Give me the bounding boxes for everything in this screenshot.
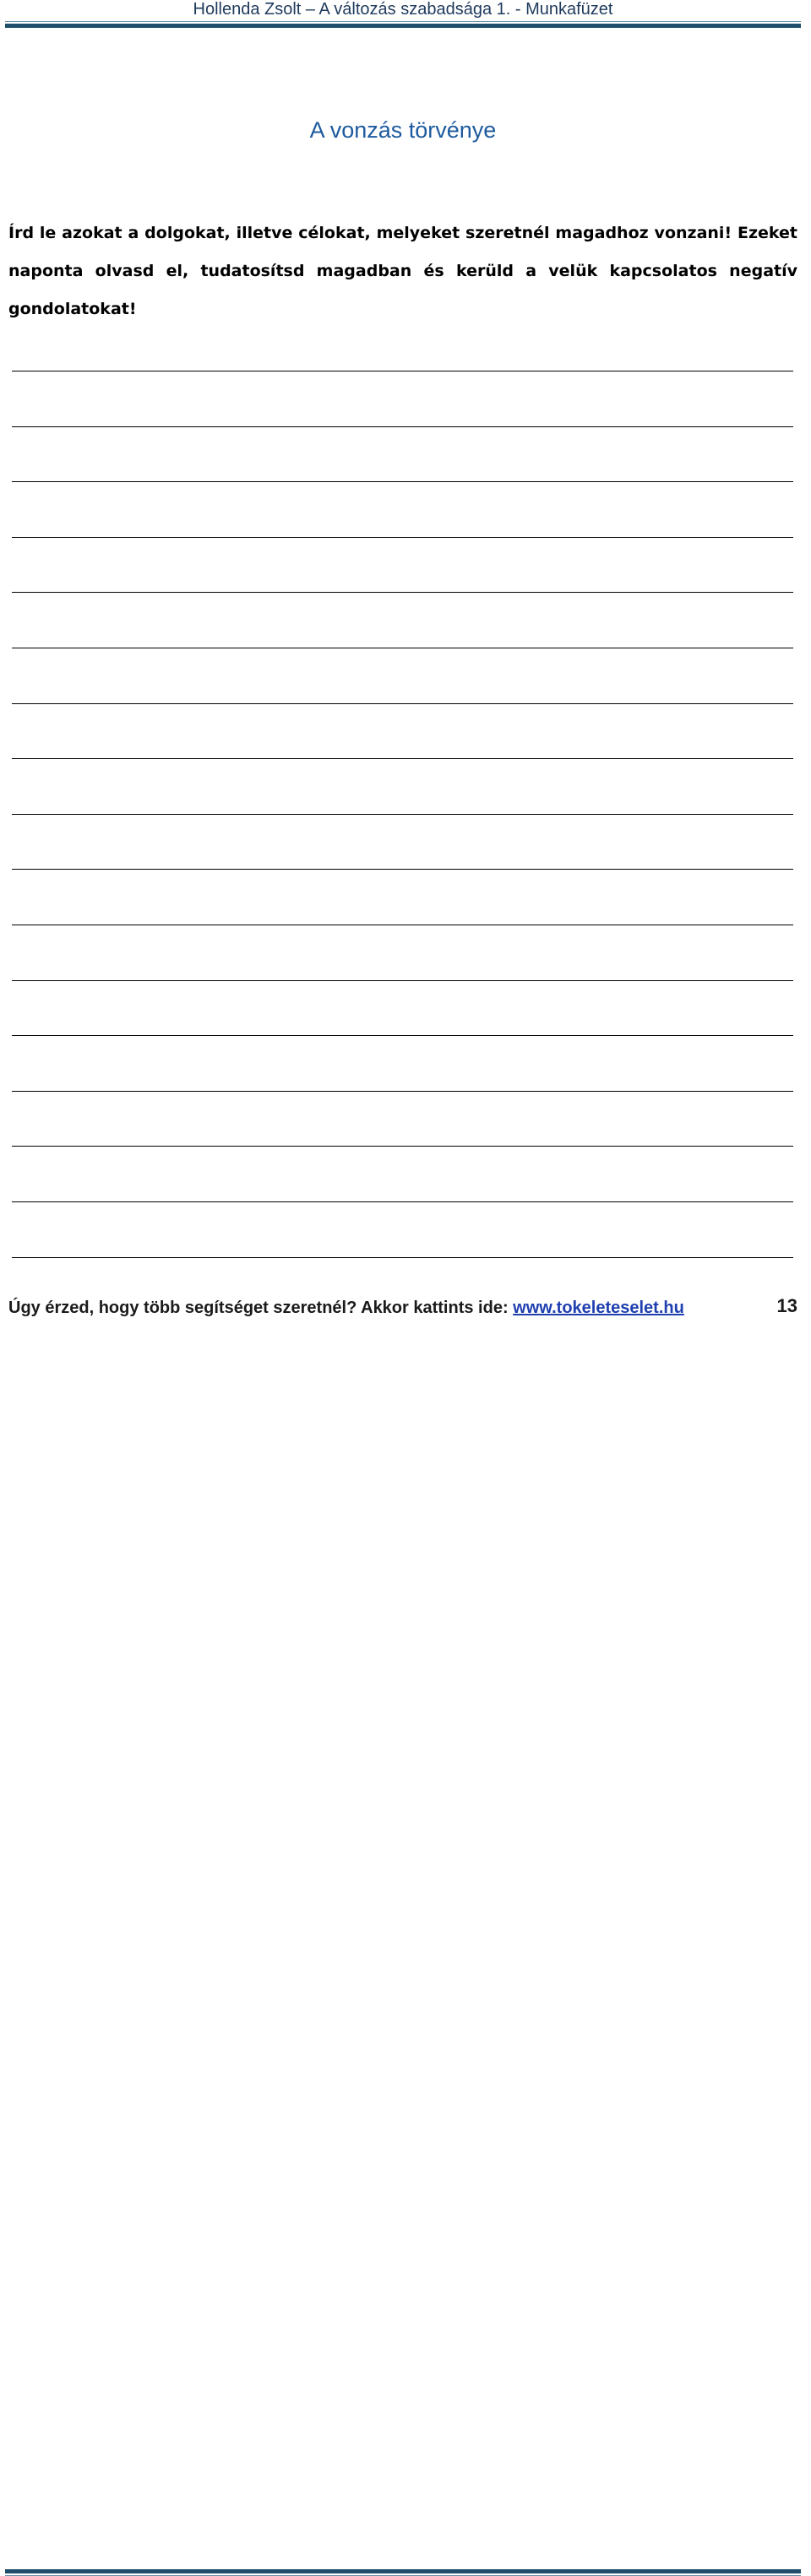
writing-line [12,1146,793,1147]
writing-line [12,1201,793,1202]
writing-line [12,758,793,759]
writing-line [12,1035,793,1036]
header-rule-thin [5,21,801,22]
footer-help-label: Úgy érzed, hogy több segítséget szeretnél? Akkor kattints ide: [8,1299,514,1317]
writing-line [12,426,793,427]
writing-line [12,592,793,593]
footer-help-text [8,1297,684,1319]
footer-rule-thick [5,2569,801,2573]
writing-line [12,703,793,704]
instructions-paragraph: Írd le azokat a dolgokat, illetve célokat, melyeket szeretnél magadhoz vonzani! Ezeket naponta olvasd el, tudatosítsd magadban és kerüld a velük kapcsolatos negatív gondolatokat! [8,224,797,318]
running-title: Hollenda Zsolt – A változás szabadsága 1. - Munkafüzet [193,0,613,19]
page-header [0,0,811,34]
writing-line [12,1257,793,1258]
writing-line [12,1091,793,1092]
writing-line [12,814,793,815]
page-number: 13 [776,1295,797,1316]
writing-line [12,481,793,482]
footer-website-link[interactable]: www.tokeleteselet.hu [513,1299,684,1317]
page-title: A vonzás törvénye [309,117,497,143]
writing-line [12,869,793,870]
header-rule-thick [5,24,801,28]
writing-line [12,980,793,981]
writing-line [12,537,793,538]
